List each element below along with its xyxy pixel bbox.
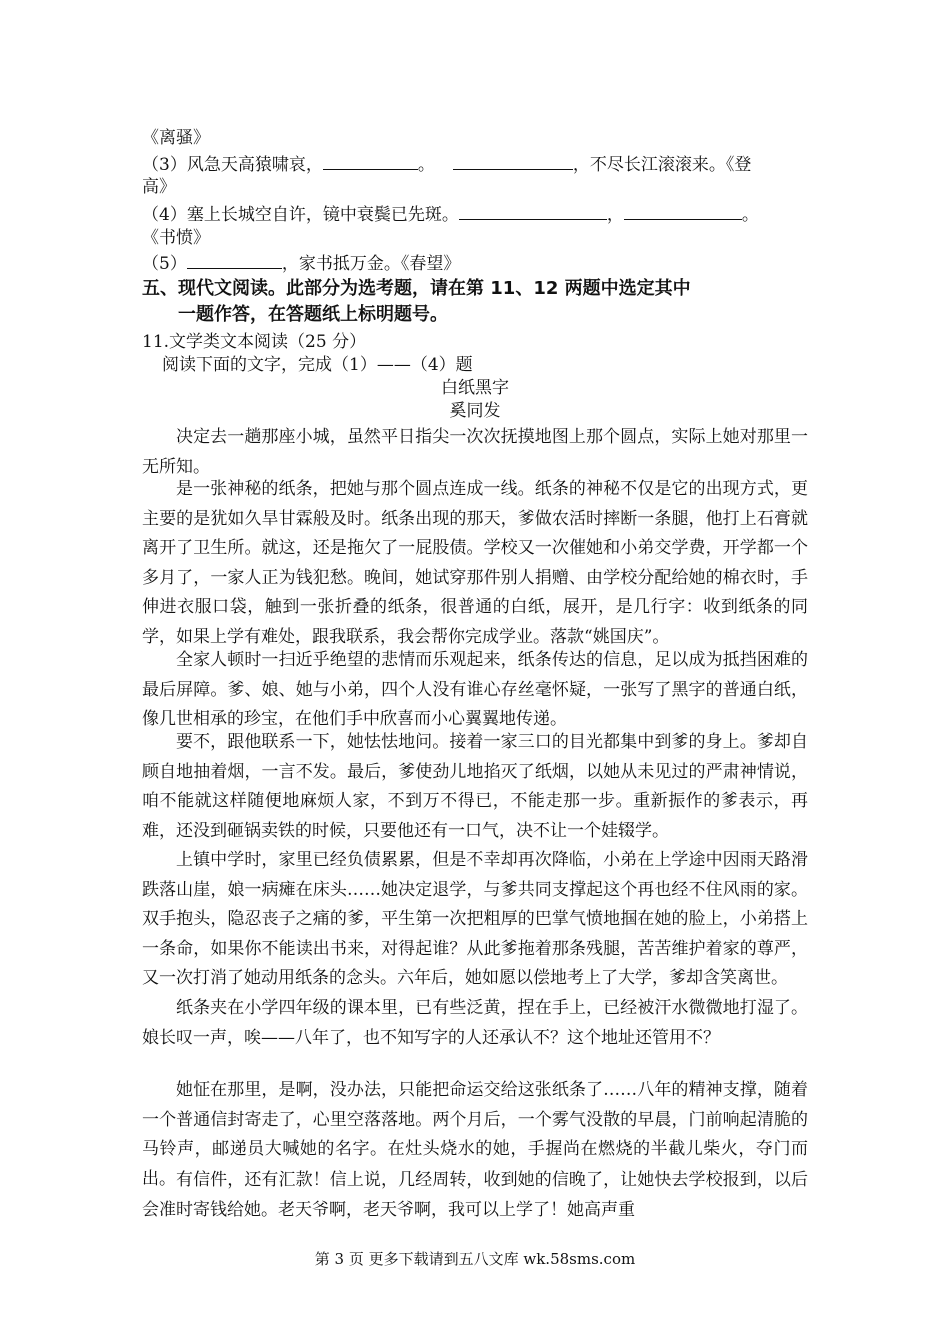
section-heading: 五、现代文阅读。此部分为选考题，请在第 11、12 两题中选定其中 (142, 278, 691, 299)
story-paragraph: 是一张神秘的纸条，把她与那个圆点连成一线。纸条的神秘不仅是它的出现方式，更主要的是犹如久旱甘霖般及时。纸条出现的那天，爹做农活时摔断一条腿，他打上石膏就离开了卫生所。就这，还是拖欠了一屁股债。学校又一次催她和小弟交学费，开学都一个多月了，一家人正为钱犯愁。晚间，她试穿那件别人捐赠、由学校分配给她的棉衣时，手伸进衣服口袋，触到一张折叠的纸条，很普通的白纸，展开，是几行字：收到纸条的同学，如果上学有难处，跟我联系，我会帮你完成学业。落款“姚国庆”。 (142, 479, 808, 647)
answer-blank[interactable] (453, 153, 573, 170)
answer-blank[interactable] (323, 153, 418, 170)
poem-fill-4: （4）塞上长城空自许，镜中衰鬓已先斑。 ， 。 (142, 205, 759, 225)
story-paragraph: 决定去一趟那座小城，虽然平日指尖一次次抚摸地图上那个圆点，实际上她对那里一无所知。 (142, 427, 808, 477)
story-paragraph: 有信件，还有汇款！信上说，几经周转，收到她的信晚了，让她快去学校报到，以后会准时寄钱给她。老天爷啊，老天爷啊，我可以上学了！她高声重 (142, 1170, 808, 1220)
story-title: 白纸黑字 (441, 378, 509, 398)
poem-source-shufen: 《书愤》 (142, 228, 210, 248)
story-paragraph: 上镇中学时，家里已经负债累累，但是不幸却再次降临，小弟在上学途中因雨天路滑跌落山崖，娘一病瘫在床头……她决定退学，与爹共同支撑起这个再也经不住风雨的家。双手抱头，隐忍丧子之痛的爹，平生第一次把粗厚的巴掌气愤地掴在她的脸上，小弟搭上一条命，如果你不能读出书来，对得起谁？从此爹拖着那条残腿，苦苦维护着家的尊严，又一次打消了她动用纸条的念头。六年后，她如愿以偿地考上了大学，爹却含笑离世。 (142, 850, 808, 988)
answer-blank[interactable] (624, 203, 742, 220)
poem-source-denggao: 高》 (142, 177, 176, 197)
story-paragraph: 全家人顿时一扫近乎绝望的悲情而乐观起来，纸条传达的信息，足以成为抵挡困难的最后屏障。爹、娘、她与小弟，四个人没有谁心存丝毫怀疑，一张写了黑字的普通白纸，像几世相承的珍宝，在他们手中欣喜而小心翼翼地传递。 (142, 650, 808, 729)
story-paragraph: 要不，跟他联系一下，她怯怯地问。接着一家三口的目光都集中到爹的身上。爹却自顾自地抽着烟，一言不发。最后，爹使劲儿地掐灭了纸烟，以她从未见过的严肃神情说，咱不能就这样随便地麻烦人家，不到万不得已，不能走那一步。重新振作的爹表示，再难，还没到砸锅卖铁的时候，只要他还有一口气，决不让一个娃辍学。 (142, 732, 808, 841)
poem-source-lisao: 《离骚》 (142, 128, 210, 148)
section-heading-cont: 一题作答，在答题纸上标明题号。 (178, 304, 448, 325)
question-instruction: 阅读下面的文字，完成（1）——（4）题 (162, 355, 473, 375)
question-title: 11.文学类文本阅读（25 分） (142, 332, 367, 352)
page-footer: 第 3 页 更多下载请到五八文库 wk.58sms.com (314, 1250, 636, 1268)
answer-blank[interactable] (187, 252, 282, 269)
story-paragraph: 她怔在那里，是啊，没办法，只能把命运交给这张纸条了……八年的精神支撑，随着一个普通信封寄走了，心里空落落地。两个月后，一个雾气没散的早晨，门前响起清脆的马铃声，邮递员大喊她的名字。在灶头烧水的她，手握尚在燃烧的半截儿柴火，夺门而出。 (142, 1080, 808, 1189)
poem-fill-3: （3）风急天高猿啸哀， 。 ，不尽长江滚滚来。《登 (142, 155, 752, 175)
story-author: 奚同发 (449, 401, 501, 421)
answer-blank[interactable] (459, 203, 607, 220)
story-paragraph: 纸条夹在小学四年级的课本里，已有些泛黄，捏在手上，已经被汗水微微地打湿了。娘长叹一声，唉——八年了，也不知写字的人还承认不？这个地址还管用不？ (142, 998, 808, 1048)
poem-fill-5: （5） ，家书抵万金。《春望》 (142, 254, 461, 274)
